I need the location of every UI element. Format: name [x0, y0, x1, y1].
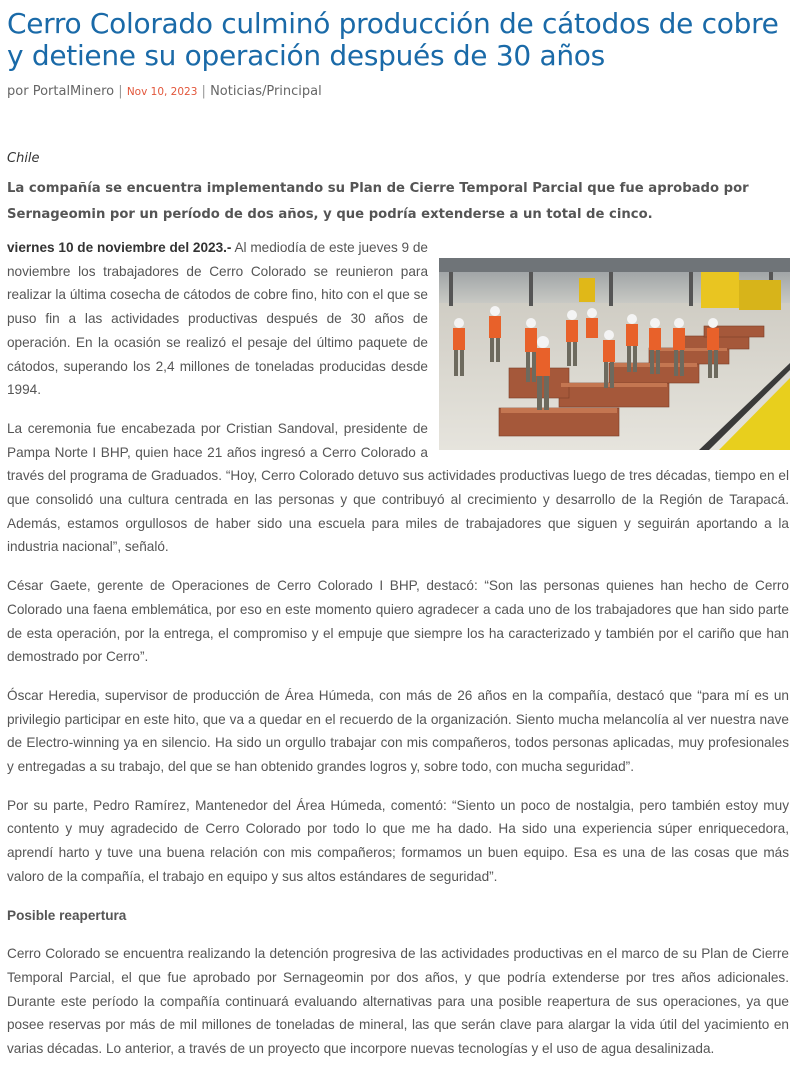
paragraph: Óscar Heredia, supervisor de producción de Área Húmeda, con más de 26 años en la compañía, destacó que “para mí es un privilegio participar en este hito, que va a quedar en el recuerdo de la organización. Siento mucha melancolía al ver nuestra nave de Electro-winning ya en silencio. Ha sido un orgullo trabajar con mis compañeros, todos personas aplicadas, muy profesionales y entregadas a su trabajo, del que se han obtenido grandes logros y, sobre todo, con mucha seguridad”. [7, 687, 789, 775]
author-prefix: por [7, 84, 29, 99]
meta-separator: | [118, 84, 123, 99]
article-meta [7, 84, 789, 102]
article-photo [439, 258, 790, 450]
article-body [7, 236, 789, 1076]
article-lead: La compañía se encuentra implementando su Plan de Cierre Temporal Parcial que fue aprobado por Sernageomin por un período de dos años, y que podría extenderse a un total de cinco. [7, 181, 749, 222]
article-location: Chile [7, 151, 40, 166]
workers-copper-cathodes-photo [439, 258, 790, 450]
article [7, 0, 789, 1057]
paragraph-text: Al mediodía de este jueves 9 de noviembre los trabajadores de Cerro Colorado se reunieron para realizar la última cosecha de cátodos de cobre fino, hito con el que se puso fin a las actividades productivas después de 30 años de operación. En la ocasión se realizó el pesaje del último paquete de cátodos, superando los 2,4 millones de toneladas producidas desde 1994. [7, 240, 428, 398]
subheading: Posible reapertura [7, 907, 127, 923]
meta-separator: | [201, 84, 206, 99]
paragraph: La ceremonia fue encabezada por Cristian Sandoval, presidente de Pampa Norte I BHP, quien hace 21 años ingresó a Cerro Colorado a través del programa de Graduados. “Hoy, Cerro Colorado detuvo sus actividades productivas luego de tres décadas, tiempo en el que consolidó una cultura centrada en las personas y que contribuyó al crecimiento y desarrollo de la Región de Tarapacá. Además, estamos orgullosos de haber sido una escuela para miles de trabajadores que siguen y seguirán aportando a la industria nacional”, señaló. [7, 420, 789, 555]
article-date: Nov 10, 2023 [126, 86, 198, 98]
article-title: Cerro Colorado culminó producción de cátodos de cobre y detiene su operación después de 30 años [7, 7, 779, 72]
paragraph: César Gaete, gerente de Operaciones de Cerro Colorado I BHP, destacó: “Son las personas quienes han hecho de Cerro Colorado una faena emblemática, por eso en este momento quiero agradecer a cada uno de los trabajadores que han sido parte de esta operación, por la entrega, el compromiso y el empuje que siempre los ha caracterizado y también por el cariño que han demostrado por Cerro”. [7, 578, 789, 665]
author-link[interactable]: PortalMinero [32, 84, 115, 99]
category-link[interactable]: Noticias/Principal [210, 84, 322, 99]
paragraph: Por su parte, Pedro Ramírez, Mantenedor del Área Húmeda, comentó: “Siento un poco de nostalgia, pero también estoy muy contento y muy agradecido de Cerro Colorado por todo lo que me ha dado. Ha sido una experiencia súper enriquecedora, aprendí harto y tuve una buena relación con mis compañeros; formamos un buen equipo. Esa es una de las cosas que más valoro de la compañía, el trabajo en equipo y sus altos estándares de seguridad”. [7, 797, 789, 884]
dateline: viernes 10 de noviembre del 2023.- [7, 240, 232, 255]
paragraph: Cerro Colorado se encuentra realizando la detención progresiva de las actividades productivas en el marco de su Plan de Cierre Temporal Parcial, el que fue aprobado por Sernageomin por dos años, y que podría extenderse por tres años adicionales. Durante este período la compañía continuará evaluando alternativas para una posible reapertura de sus operaciones, ya que posee reservas por más de mil millones de toneladas de mineral, las que serán clave para alargar la vida útil del yacimiento en varias décadas. Lo anterior, a través de un proyecto que incorpore nuevas tecnologías y el uso de agua desalinizada. [7, 946, 789, 1057]
